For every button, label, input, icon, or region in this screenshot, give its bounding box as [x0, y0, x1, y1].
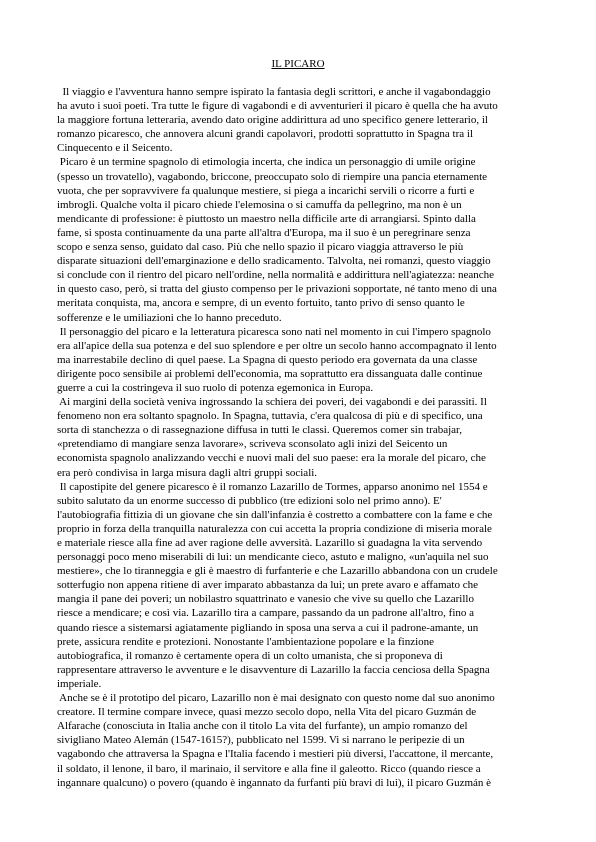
text-line: fenomeno non era soltanto spagnolo. In Spagna, tuttavia, c'era qualcosa di più e di specifico, una: [57, 410, 483, 423]
text-line: Il personaggio del picaro e la letteratura picaresca sono nati nel momento in cui l'impero spagnolo: [57, 325, 491, 338]
text-line: riesce a mendicare; e così via. Lazarillo tira a campare, passando da un padrone all'altro, fino a: [57, 607, 475, 620]
text-line: ingannare qualcuno) o povero (quando è ingannato da furfanti più bravi di lui), il picaro Guzmán è: [57, 776, 492, 789]
body-text: [57, 85, 553, 790]
text-line: «pretendiamo di mangiare senza lavorare», scriveva sconsolato agli inizi del Seicento un: [57, 438, 448, 451]
text-line: disparate situazioni dell'emarginazione e dello sradicamento. Talvolta, nei romanzi, questo viaggio: [57, 255, 491, 268]
text-line: guerre a cui la costringeva il suo ruolo di potenza egemonica in Europa.: [57, 381, 374, 394]
text-line: Alfarache (conosciuta in Italia anche con il titolo La vita del furfante), un ampio romanzo del: [57, 720, 468, 733]
text-line: sofferenze e le umiliazioni che lo hanno preceduto.: [57, 311, 282, 324]
text-line: mestiere», che lo tiranneggia e gli è maestro di furfanterie e che Lazarillo abbandona con un crudele: [57, 565, 498, 578]
text-line: Cinquecento e il Seicento.: [57, 142, 173, 155]
text-line: (spesso un trovatello), vagabondo, briccone, preoccupato solo di riempire una pancia eternamente: [57, 170, 488, 183]
text-line: scopo e senza senso, guidato dal caso. Più che nello spazio il picaro viaggia attraverso le più: [57, 241, 464, 254]
text-line: rappresentare attraverso le avventure e le disavventure di Lazarillo la faccia cenciosa della Spagna: [57, 663, 490, 676]
text-line: meritata conquista, ma, ancora e sempre, di un evento fortuito, tanto privo di senso quanto le: [57, 297, 465, 310]
text-line: Ai margini della società veniva ingrossando la schiera dei poveri, dei vagabondi e dei parassiti. Il: [57, 396, 487, 409]
text-line: prete, assicura rendite e protezioni. Nonostante l'ambientazione popolare e la finzione: [57, 635, 435, 648]
text-line: vagabondo che attraversa la Spagna e l'Italia facendo i mestieri più diversi, l'accattone, il mercante,: [57, 748, 494, 761]
text-line: e materiale riesce alla fine ad aver ragione delle avversità. Lazarillo si guadagna la vita servendo: [57, 537, 483, 549]
text-line: mendicante di professione: è piuttosto un maestro nella difficile arte di arrangiarsi. Spinto dalla: [57, 212, 476, 225]
text-line: Anche se è il prototipo del picaro, Lazarillo non è mai designato con questo nome dal suo anonimo: [57, 692, 495, 705]
text-line: romanzo picaresco, che annovera alcuni grandi capolavori, prodotti soprattutto in Spagna tra il: [57, 128, 474, 141]
text-line: personaggi poco meno miserabili di lui: un mendicante cieco, astuto e maligno, «un'aquila nel suo: [57, 551, 489, 564]
text-line: in questo caso, però, si tratta del giusto compenso per le privazioni sopportate, né tanto meno di una: [57, 283, 497, 296]
text-line: autobiografica, il romanzo è certamente opera di un colto umanista, che si proponeva di: [57, 649, 443, 662]
text-line: ha avuto i suoi poeti. Tra tutte le figure di vagabondi e di avventurieri il picaro è quella che ha avuto: [57, 100, 498, 113]
text-line: sorta di stanchezza o di rassegnazione diffusa in tutti le classi. Queremos comer sin trabajar,: [57, 424, 462, 437]
text-line: l'autobiografia fittizia di un giovane che sin dall'infanzia è costretto a combattere con la fame e che: [57, 508, 493, 521]
text-line: quando riesce a sistemarsi agiatamente pigliando in sposa una serva a cui il padrone-amante, un: [57, 621, 479, 634]
text-line: economista spagnolo analizzando vecchi e nuovi mali del suo paese: era la morale del picaro, che: [57, 452, 486, 465]
text-line: Il capostipite del genere picaresco è il romanzo Lazarillo de Tormes, apparso anonimo nel 1554 e: [57, 480, 488, 493]
text-line: era all'apice della sua potenza e del suo splendore e per oltre un secolo hanno accompagnato il lento: [57, 339, 497, 352]
page-title: IL PICARO: [271, 58, 325, 70]
text-line: vuota, che per sopravvivere fa qualunque mestiere, si piega a incarichi servili o ricorre a furti e: [57, 184, 475, 197]
text-line: ma inarrestabile declino di quel paese. La Spagna di questo periodo era governata da una classe: [57, 353, 478, 366]
text-line: creatore. Il termine compare invece, quasi mezzo secolo dopo, nella Vita del picaro Guzmán de: [57, 706, 477, 719]
text-line: mangia il pane dei poveri; un nobilastro squattrinato e vanesio che vive su quello che Lazarillo: [57, 593, 474, 606]
text-line: imperiale.: [57, 677, 102, 690]
text-line: si conclude con il rientro del picaro nell'ordine, nella normalità e addirittura nell'agiatezza: neanche: [57, 269, 495, 282]
text-line: il soldato, il lenone, il baro, il marinaio, il servitore e alla fine il galeotto. Ricco (quando riesce a: [57, 762, 481, 775]
text-line: Il viaggio e l'avventura hanno sempre ispirato la fantasia degli scrittori, e anche il vagabondaggio: [57, 86, 491, 98]
text-line: fame, si sposta continuamente da una parte all'altra d'Europa, ma il suo è un peregrinare senza: [57, 226, 471, 239]
text-line: era però condivisa in larga misura dagli altri gruppi sociali.: [57, 466, 318, 479]
text-line: sivigliano Mateo Alemán (1547-1615?), pubblicato nel 1599. Vi si narrano le peripezie di un: [57, 734, 465, 747]
text-line: imbrogli. Qualche volta il picaro chiede l'elemosina o si camuffa da pellegrino, ma non è un: [57, 198, 462, 211]
text-line: subito salutato da un enorme successo di pubblico (tre edizioni solo nel primo anno). E': [57, 494, 442, 507]
text-line: dirigente poco sensibile ai problemi dell'economia, ma soprattutto era dissanguata dalle continue: [57, 367, 483, 380]
text-line: la maggiore fortuna letteraria, avendo dato origine addirittura ad uno specifico genere letterario, il: [57, 114, 488, 127]
text-line: sotterfugio non appena ritiene di aver imparato abbastanza da lui; un prete avaro e affamato che: [57, 579, 478, 592]
text-line: Picaro è un termine spagnolo di etimologia incerta, che indica un personaggio di umile origine: [57, 156, 476, 169]
text-line: proprio in forza della tranquilla naturalezza con cui accetta la propria condizione di miseria morale: [57, 522, 492, 535]
